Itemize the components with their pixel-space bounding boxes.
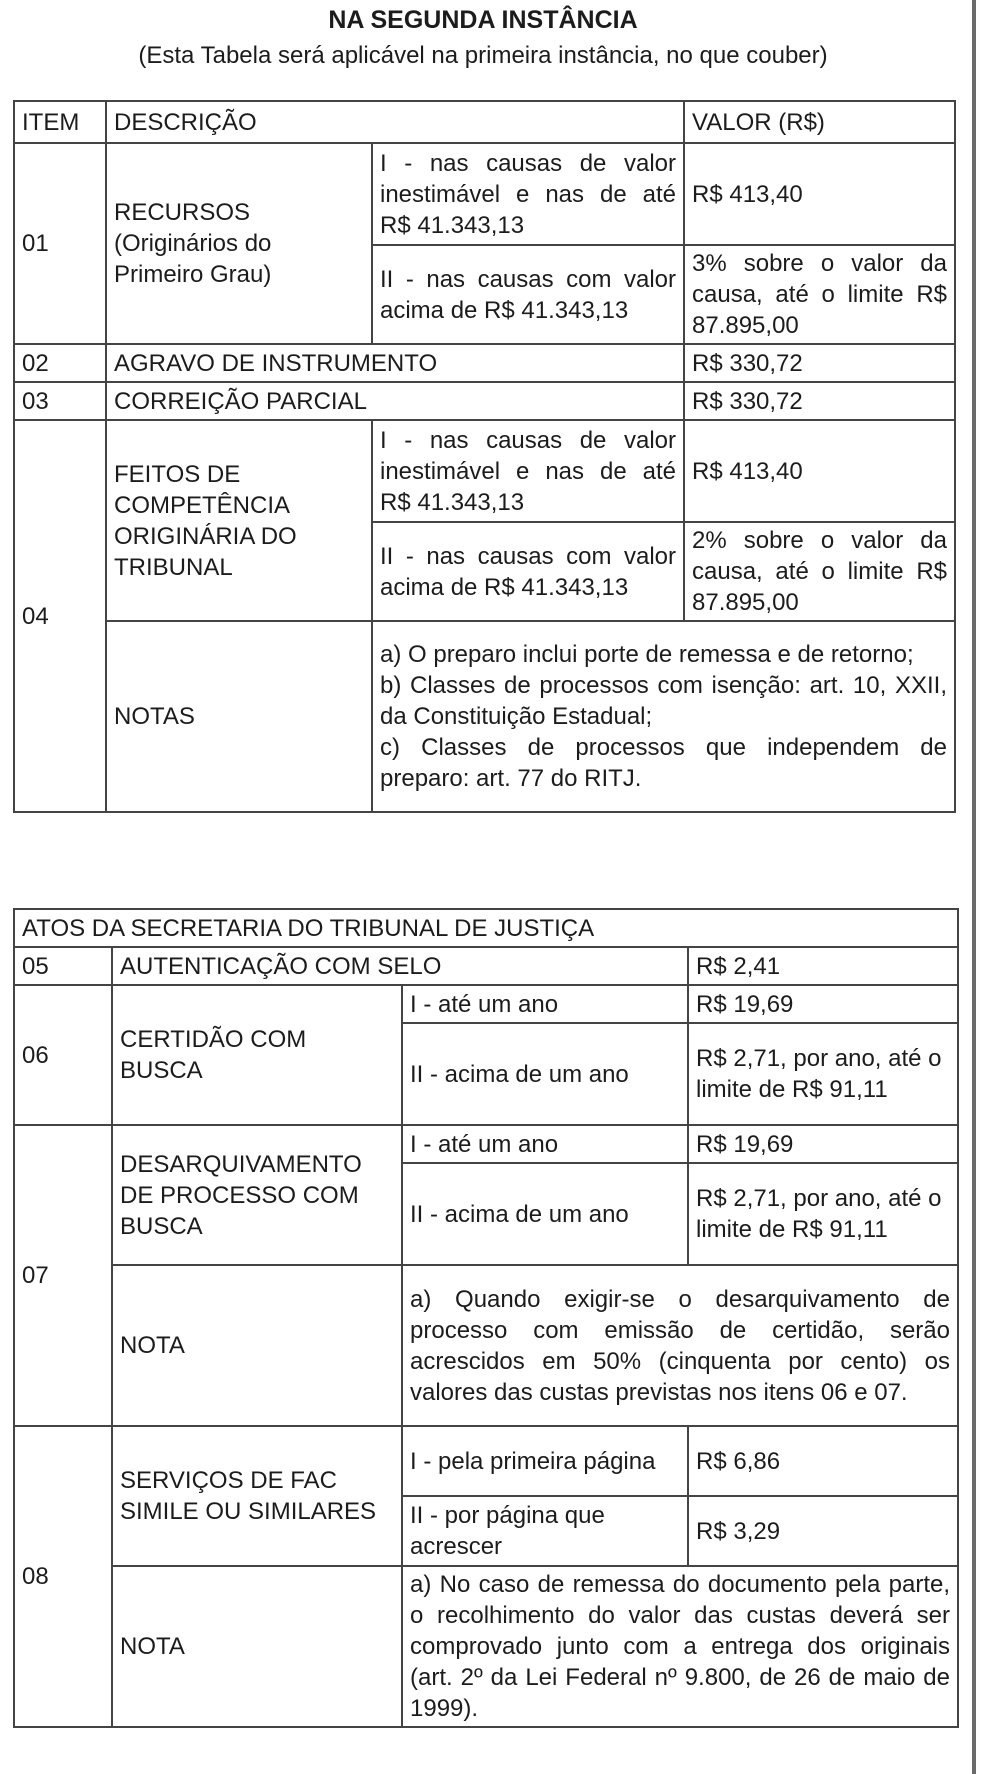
table-row — [14, 1265, 958, 1426]
table-row — [14, 1566, 958, 1727]
table-header-row — [14, 101, 955, 143]
notes-cell: a) Quando exigir-se o desarquivamento de processo com emissão de certidão, serão acrescidos em 50% (cinquenta por cento) os valores das custas previstas nos itens 06 e 07. — [402, 1265, 958, 1426]
item-description: FEITOS DE COMPETÊNCIA ORIGINÁRIA DO TRIBUNAL — [106, 420, 372, 621]
condition-cell: I - pela primeira página — [402, 1426, 688, 1496]
item-number: 01 — [14, 143, 106, 344]
table-row — [14, 947, 958, 985]
value-cell: R$ 2,71, por ano, até o limite de R$ 91,11 — [688, 1023, 958, 1125]
value-cell: R$ 413,40 — [684, 420, 955, 522]
condition-cell: I - nas causas de valor inestimável e nas de até R$ 41.343,13 — [372, 143, 684, 245]
condition-cell: II - acima de um ano — [402, 1163, 688, 1265]
value-cell: 3% sobre o valor da causa, até o limite R$ 87.895,00 — [684, 245, 955, 344]
table-row — [14, 1426, 958, 1496]
table-row — [14, 344, 955, 382]
value-cell: R$ 19,69 — [688, 1125, 958, 1163]
item-number: 08 — [14, 1426, 112, 1727]
value-cell: 2% sobre o valor da causa, até o limite R$ 87.895,00 — [684, 522, 955, 621]
item-number: 05 — [14, 947, 112, 985]
col-header-descricao: DESCRIÇÃO — [106, 101, 684, 143]
value-cell: R$ 330,72 — [684, 382, 955, 420]
page-title: NA SEGUNDA INSTÂNCIA — [328, 6, 638, 34]
item-description: AUTENTICAÇÃO COM SELO — [112, 947, 688, 985]
item-number: 02 — [14, 344, 106, 382]
table-row — [14, 621, 955, 812]
fees-table-atos-secretaria — [13, 908, 959, 1728]
col-header-valor: VALOR (R$) — [684, 101, 955, 143]
fees-table-segunda-instancia — [13, 100, 956, 813]
item-number: 06 — [14, 985, 112, 1125]
page-subtitle: (Esta Tabela será aplicável na primeira instância, no que couber) — [138, 42, 828, 69]
item-description: CORREIÇÃO PARCIAL — [106, 382, 684, 420]
condition-cell: I - nas causas de valor inestimável e nas de até R$ 41.343,13 — [372, 420, 684, 522]
condition-cell: II - acima de um ano — [402, 1023, 688, 1125]
table-row — [14, 420, 955, 522]
condition-cell: II - nas causas com valor acima de R$ 41.343,13 — [372, 245, 684, 344]
table-header-row — [14, 909, 958, 947]
item-description: SERVIÇOS DE FAC SIMILE OU SIMILARES — [112, 1426, 402, 1566]
item-number: 03 — [14, 382, 106, 420]
page-edge-rule — [972, 0, 976, 1774]
condition-cell: I - até um ano — [402, 1125, 688, 1163]
table-row — [14, 985, 958, 1023]
value-cell: R$ 19,69 — [688, 985, 958, 1023]
item-description: AGRAVO DE INSTRUMENTO — [106, 344, 684, 382]
section-header: ATOS DA SECRETARIA DO TRIBUNAL DE JUSTIÇA — [14, 909, 958, 947]
notes-cell — [372, 621, 955, 812]
item-description: DESARQUIVAMENTO DE PROCESSO COM BUSCA — [112, 1125, 402, 1265]
col-header-item: ITEM — [14, 101, 106, 143]
note-c: c) Classes de processos que independem de preparo: art. 77 do RITJ. — [380, 734, 947, 792]
notes-label: NOTAS — [106, 621, 372, 812]
item-description: RECURSOS (Originários do Primeiro Grau) — [106, 143, 372, 344]
item-number: 04 — [14, 420, 106, 812]
value-cell: R$ 2,71, por ano, até o limite de R$ 91,11 — [688, 1163, 958, 1265]
value-cell: R$ 330,72 — [684, 344, 955, 382]
table-row — [14, 143, 955, 245]
notes-label: NOTA — [112, 1265, 402, 1426]
value-cell: R$ 6,86 — [688, 1426, 958, 1496]
condition-cell: I - até um ano — [402, 985, 688, 1023]
note-a: a) O preparo inclui porte de remessa e de retorno; — [380, 641, 914, 668]
condition-cell: II - por página que acrescer — [402, 1496, 688, 1566]
notes-cell: a) No caso de remessa do documento pela parte, o recolhimento do valor das custas deverá ser comprovado junto com a entrega dos originais (art. 2º da Lei Federal nº 9.800, de 26 de maio de 1999). — [402, 1566, 958, 1727]
table-row — [14, 1125, 958, 1163]
note-b: b) Classes de processos com isenção: art. 10, XXII, da Constituição Estadual; — [380, 672, 947, 730]
condition-cell: II - nas causas com valor acima de R$ 41.343,13 — [372, 522, 684, 621]
table-row — [14, 382, 955, 420]
value-cell: R$ 2,41 — [688, 947, 958, 985]
item-number: 07 — [14, 1125, 112, 1426]
item-description: CERTIDÃO COM BUSCA — [112, 985, 402, 1125]
value-cell: R$ 3,29 — [688, 1496, 958, 1566]
notes-label: NOTA — [112, 1566, 402, 1727]
value-cell: R$ 413,40 — [684, 143, 955, 245]
